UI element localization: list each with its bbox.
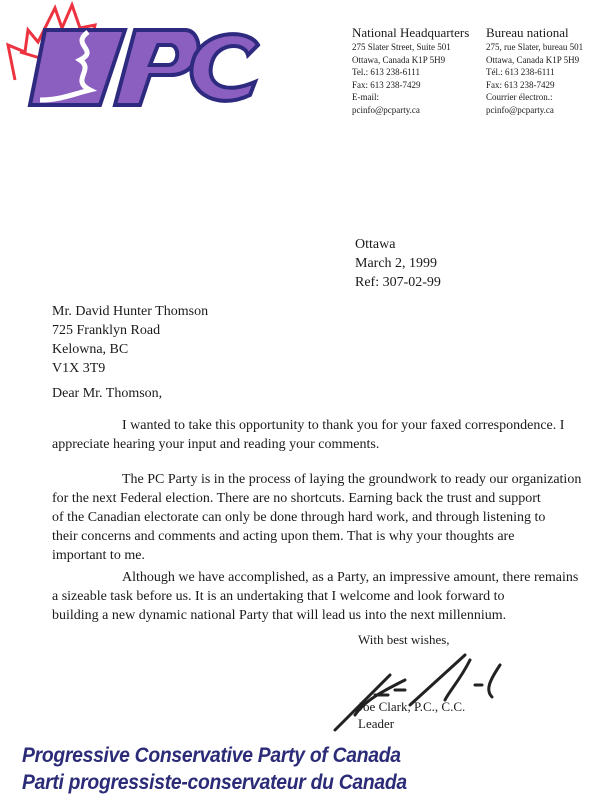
place: Ottawa bbox=[355, 237, 396, 252]
closing: With best wishes, bbox=[358, 632, 450, 647]
paragraph-line: building a new dynamic national Party that will lead us into the next millennium. bbox=[52, 608, 507, 623]
date: March 2, 1999 bbox=[355, 256, 438, 271]
hq-line: Fax: 613 238-7429 bbox=[352, 79, 421, 90]
hq-line: E-mail: bbox=[352, 92, 379, 102]
hq-line: Tel.: 613 238-6111 bbox=[352, 67, 420, 77]
bureau-line: Tél.: 613 238-6111 bbox=[486, 67, 555, 77]
paragraph-line: I wanted to take this opportunity to thank you for your faxed correspondence. I bbox=[122, 418, 565, 433]
hq-line: 275 Slater Street, Suite 501 bbox=[352, 42, 451, 52]
recipient-line: Mr. David Hunter Thomson bbox=[52, 304, 209, 319]
signatory-block bbox=[358, 698, 465, 732]
recipient-line: 725 Franklyn Road bbox=[52, 323, 161, 338]
bureau-line: Ottawa, Canada K1P 5H9 bbox=[486, 54, 580, 65]
paragraph-line: The PC Party is in the process of laying the groundwork to ready our organization bbox=[122, 472, 582, 487]
reference: Ref: 307-02-99 bbox=[355, 275, 441, 290]
paragraph-line: important to me. bbox=[52, 548, 145, 563]
date-block bbox=[355, 235, 441, 292]
signatory-name: Joe Clark, P.C., C.C. bbox=[358, 699, 466, 714]
hq-email: pcinfo@pcparty.ca bbox=[352, 104, 420, 115]
bureau-email: pcinfo@pcparty.ca bbox=[486, 104, 554, 115]
paragraph-line: their concerns and comments and acting upon them. That is why your thoughts are bbox=[52, 529, 515, 544]
footer-french: Parti progressiste-conservateur du Canada bbox=[22, 771, 407, 794]
hq-title: National Headquarters bbox=[352, 25, 470, 40]
bureau-title: Bureau national bbox=[486, 25, 569, 40]
paragraph-1 bbox=[52, 416, 564, 454]
salutation: Dear Mr. Thomson, bbox=[52, 386, 163, 401]
hq-line: Ottawa, Canada K1P 5H9 bbox=[352, 54, 446, 65]
signatory-title: Leader bbox=[358, 716, 395, 731]
paragraph-line: appreciate hearing your input and reading your comments. bbox=[52, 437, 380, 452]
bureau-line: Courrier électron.: bbox=[486, 92, 553, 102]
paragraph-line: for the next Federal election. There are no shortcuts. Earning back the trust and support bbox=[52, 491, 541, 506]
recipient-line: Kelowna, BC bbox=[52, 342, 129, 357]
pc-logo bbox=[0, 0, 300, 115]
paragraph-line: a sizeable task before us. It is an undertaking that I welcome and look forward to bbox=[52, 589, 505, 604]
english-address-block bbox=[352, 25, 469, 116]
french-address-block bbox=[486, 25, 583, 116]
bureau-line: 275, rue Slater, bureau 501 bbox=[486, 42, 584, 52]
footer-english: Progressive Conservative Party of Canada bbox=[22, 744, 401, 767]
paragraph-line: Although we have accomplished, as a Party, an impressive amount, there remains bbox=[122, 570, 579, 585]
recipient-address bbox=[52, 302, 208, 378]
paragraph-2 bbox=[52, 470, 581, 565]
maple-leaf-icon bbox=[0, 0, 300, 115]
paragraph-line: of the Canadian electorate can only be done through hard work, and through listening to bbox=[52, 510, 546, 525]
bureau-line: Fax: 613 238-7429 bbox=[486, 79, 555, 90]
recipient-line: V1X 3T9 bbox=[52, 361, 106, 376]
paragraph-3 bbox=[52, 568, 578, 625]
